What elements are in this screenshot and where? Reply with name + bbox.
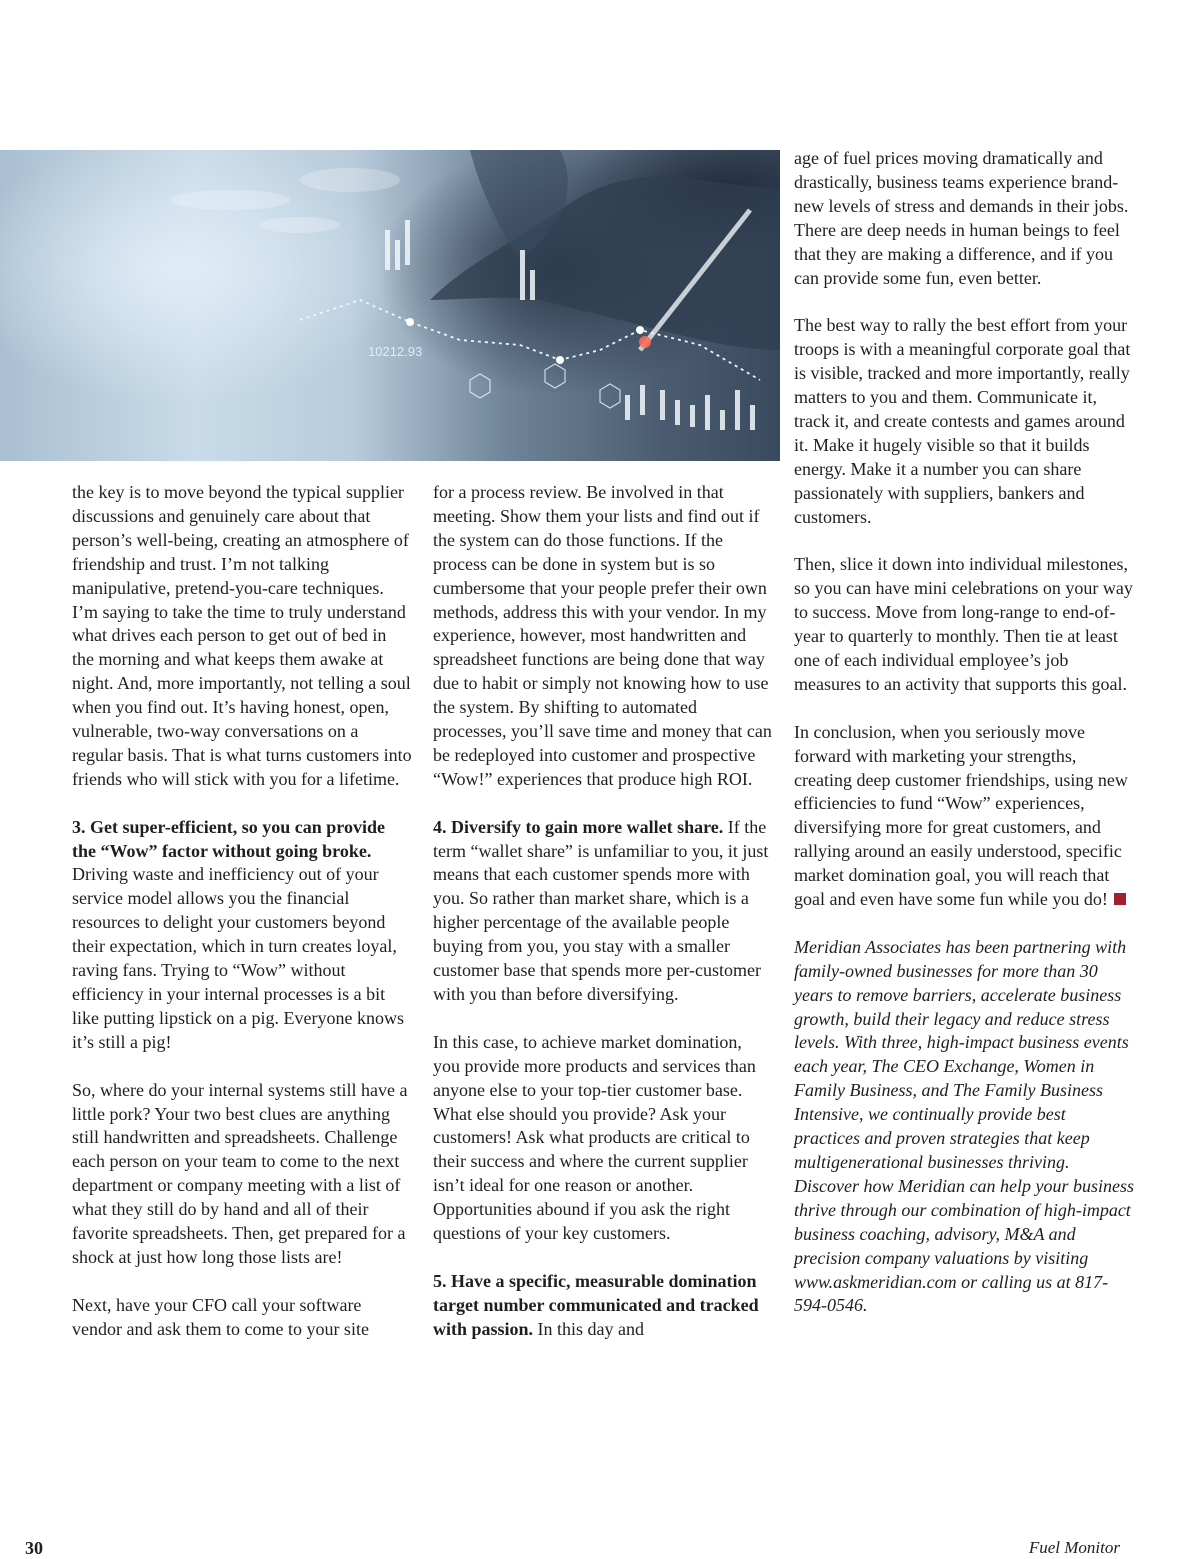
heading-section-5: 5. Have a specific, measurable domination target number communicated and tracked with passion. bbox=[433, 1270, 759, 1339]
section-3-body: Driving waste and inefficiency out of your service model allows you the financial resources to delight your customers beyond their expectation, which in turn creates loyal, raving fans. Trying to “Wow” without efficiency in your internal processes is a bit like putting lipstick on a pig. Everyone knows it’s still a pig! bbox=[72, 864, 404, 1052]
conclusion-paragraph bbox=[794, 721, 1134, 912]
photo-overlay-number: 10212.93 bbox=[368, 344, 423, 359]
column-2 bbox=[433, 481, 773, 1342]
article-photo bbox=[0, 150, 780, 461]
column-3 bbox=[794, 147, 1134, 1318]
paragraph: for a process review. Be involved in that meeting. Show them your lists and find out if the system can do those functions. If the process can be done in system but is so cumbersome that your people prefer their own methods, address this with your vendor. In my experience, however, most handwritten and spreadsheet functions are being done that way due to habit or simply not knowing how to use the system. By shifting to automated processes, you’ll save time and money that can be redeployed into customer and prospective “Wow!” experiences that produce high ROI. bbox=[433, 482, 772, 789]
section-4 bbox=[433, 816, 773, 1007]
conclusion-text: In conclusion, when you seriously move forward with marketing your strengths, creating deep customer friendships, using new efficiencies to fund “Wow” experiences, diversifying more for great customers, and rallying around an easily understood, specific market domination goal, you will reach that goal and even have some fun while you do! bbox=[794, 721, 1128, 910]
paragraph: the key is to move beyond the typical supplier discussions and genuinely care about that person’s well-being, creating an atmosphere of friendship and trust. I’m not talking manipulative, pretend-you-care techniques. I’m saying to take the time to truly understand what drives each person to get out of bed in the morning and what keeps them awake at night. And, more importantly, not telling a soul when you find out. It’s having honest, open, vulnerable, two-way conversations on a regular basis. That is what turns customers into friends who will stick with you for a lifetime. bbox=[72, 482, 412, 789]
section-5 bbox=[433, 1270, 773, 1342]
paragraph: The best way to rally the best effort from your troops is with a meaningful corporate goal that is visible, tracked and more importantly, really matters to you and them. Communicate it, track it, and create contests and games around it. Make it hugely visible so that it builds energy. Make it a number you can share passionately with suppliers, bankers and customers. bbox=[794, 315, 1131, 527]
end-mark-icon bbox=[1114, 893, 1126, 905]
column-1 bbox=[72, 481, 412, 1342]
heading-section-4: 4. Diversify to gain more wallet share. bbox=[433, 816, 724, 837]
stock-market-chart-photo-icon bbox=[0, 150, 780, 461]
paragraph: age of fuel prices moving dramatically and drastically, business teams experience brand-new levels of stress and demands in their jobs. There are deep needs in human beings to feel that they are making a difference, and if you can provide some fun, even better. bbox=[794, 148, 1129, 288]
section-3 bbox=[72, 816, 412, 1055]
paragraph: Next, have your CFO call your software vendor and ask them to come to your site bbox=[72, 1294, 369, 1339]
author-bio: Meridian Associates has been partnering with family-owned businesses for more than 30 years to remove barriers, accelerate business growth, build their legacy and reduce stress levels. With three, high-impact business events each year, The CEO Exchange, Women in Family Business, and The Family Business Intensive, we continually provide best practices and proven strategies that keep multigenerational businesses thriving. Discover how Meridian can help your business thrive through our combination of high-impact business coaching, advisory, M&A and precision company valuations by visiting www.askmeridian.com or calling us at 817-594-0546. bbox=[794, 936, 1134, 1316]
paragraph: In this case, to achieve market domination, you provide more products and services than anyone else to your top-tier customer base. What else should you provide? Ask your customers! Ask what products are critical to their success and where the current supplier isn’t ideal for one reason or another. Opportunities abound if you ask the right questions of your key customers. bbox=[433, 1031, 756, 1244]
page-number: 30 bbox=[25, 1538, 43, 1558]
paragraph: Then, slice it down into individual milestones, so you can have mini celebrations on your way to success. Move from long-range to end-of-year to quarterly to monthly. Then tie at least one of each individual employee’s job measures to an activity that supports this goal. bbox=[794, 554, 1133, 694]
paragraph: So, where do your internal systems still have a little pork? Your two best clues are anything still handwritten and spreadsheets. Challenge each person on your team to come to the next department or company meeting with a list of what they still do by hand and all of their favorite spreadsheets. Then, get prepared for a shock at just how long those lists are! bbox=[72, 1079, 408, 1267]
section-5-body: In this day and bbox=[533, 1318, 645, 1339]
magazine-name: Fuel Monitor bbox=[1028, 1538, 1120, 1557]
section-4-body: If the term “wallet share” is unfamiliar to you, it just means that each customer spends more with you. So rather than market share, which is a higher percentage of the available people buying from you, you stay with a smaller customer base that spends more per-customer with you than before diversifying. bbox=[433, 816, 769, 1005]
heading-section-3: 3. Get super-efficient, so you can provide the “Wow” factor without going broke. bbox=[72, 816, 385, 861]
